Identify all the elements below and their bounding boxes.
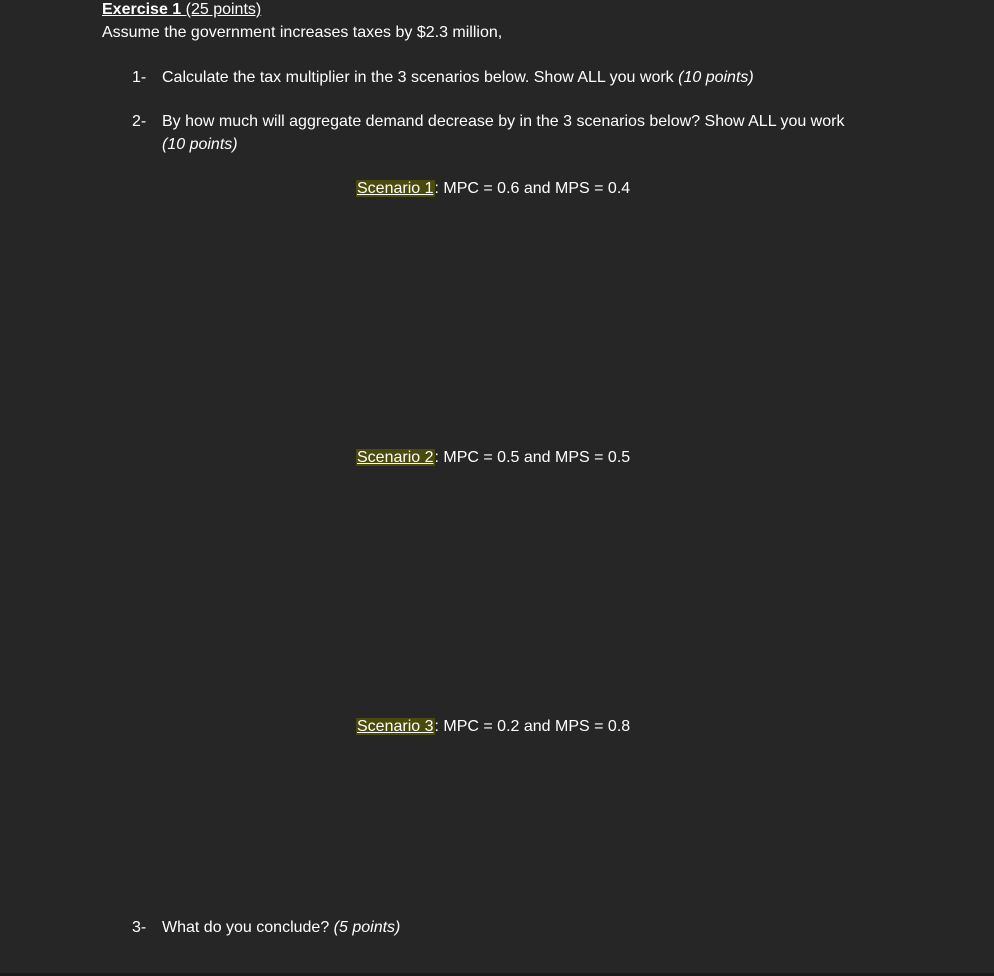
question-3-points: (5 points) [333, 919, 401, 936]
question-2-number: 2- [132, 113, 147, 130]
question-2-points: (10 points) [162, 136, 238, 153]
scenario-2 [356, 448, 630, 468]
scenario-2-detail: : MPC = 0.5 and MPS = 0.5 [434, 449, 631, 466]
scenario-3 [356, 717, 630, 737]
scenario-2-label: Scenario 2 [357, 449, 434, 466]
scenario-1-detail: : MPC = 0.6 and MPS = 0.4 [434, 180, 631, 197]
question-1-points: (10 points) [678, 69, 754, 86]
question-3 [162, 918, 400, 938]
question-1-text: Calculate the tax multiplier in the 3 scenarios below. Show ALL you work [162, 69, 679, 86]
question-3-text: What do you conclude? [162, 919, 334, 936]
scenario-1-label: Scenario 1 [357, 180, 434, 197]
exercise-points: (25 points) [185, 1, 262, 18]
exercise-heading [102, 0, 261, 20]
exercise-title: Exercise 1 [102, 1, 186, 18]
scenario-3-detail: : MPC = 0.2 and MPS = 0.8 [434, 718, 631, 735]
exercise-intro: Assume the government increases taxes by $2.3 million, [102, 24, 503, 41]
scenario-1 [356, 179, 630, 199]
scenario-3-label: Scenario 3 [357, 718, 434, 735]
question-1 [162, 68, 754, 88]
question-2-text: By how much will aggregate demand decrease by in the 3 scenarios below? Show ALL you work [162, 113, 845, 130]
question-3-number: 3- [132, 919, 147, 936]
question-1-number: 1- [132, 69, 147, 86]
